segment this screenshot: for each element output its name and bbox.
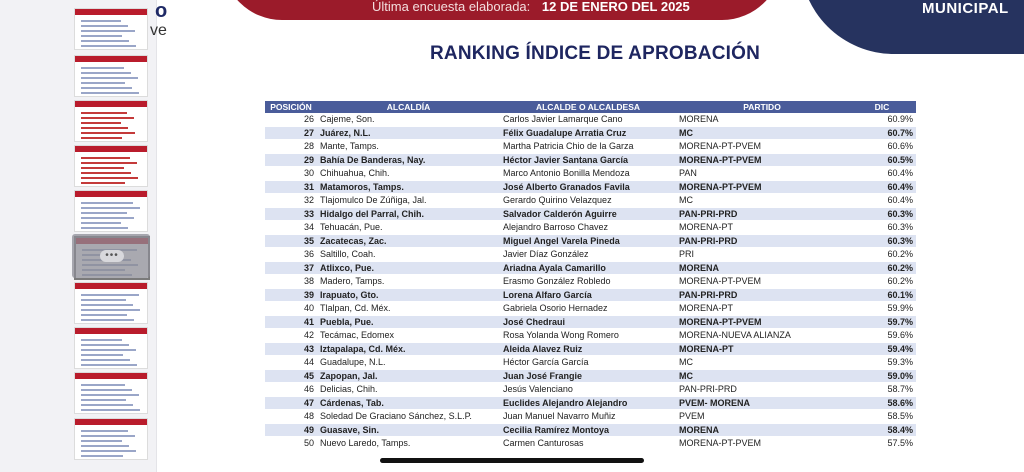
cell-party: PAN-PRI-PRD: [676, 288, 848, 302]
thumbnail-line: [81, 450, 136, 452]
thumbnail-line: [81, 117, 134, 119]
thumbnail-line: [81, 45, 136, 47]
section-label: MUNICIPAL: [922, 0, 1009, 17]
cell-dic: 59.4%: [848, 342, 916, 356]
table-row: [265, 140, 916, 154]
thumbnail-line: [81, 92, 139, 94]
cell-party: PAN: [676, 167, 848, 181]
table-row: [265, 315, 916, 329]
cell-position: 34: [265, 221, 317, 235]
cell-party: MC: [676, 126, 848, 140]
cell-mayor: Ariadna Ayala Camarillo: [500, 261, 676, 275]
cell-position: 50: [265, 437, 317, 451]
cell-dic: 57.5%: [848, 437, 916, 451]
thumbnail-line: [81, 409, 140, 411]
cell-position: 32: [265, 194, 317, 208]
cell-party: MORENA-PT-PVEM: [676, 275, 848, 289]
cell-dic: 58.6%: [848, 396, 916, 410]
cell-party: MORENA-PT-PVEM: [676, 180, 848, 194]
slide-thumbnail[interactable]: [74, 282, 148, 324]
thumbnail-line: [81, 212, 127, 214]
thumbnail-line: [81, 304, 133, 306]
home-indicator[interactable]: [380, 458, 644, 463]
cell-city: Matamoros, Tamps.: [317, 180, 500, 194]
thumbnail-line: [81, 35, 122, 37]
thumbnail-line: [81, 349, 136, 351]
cell-mayor: Carlos Javier Lamarque Cano: [500, 113, 676, 126]
thumbnail-line: [81, 222, 121, 224]
cell-party: MORENA-PT-PVEM: [676, 140, 848, 154]
table-row: [265, 383, 916, 397]
cell-city: Zapopan, Jal.: [317, 369, 500, 383]
cell-dic: 59.6%: [848, 329, 916, 343]
table-row: [265, 180, 916, 194]
header-dic: DIC: [848, 101, 916, 113]
cell-mayor: Miguel Angel Varela Pineda: [500, 234, 676, 248]
cell-position: 38: [265, 275, 317, 289]
cell-position: 26: [265, 113, 317, 126]
thumbnail-line: [81, 67, 124, 69]
cell-position: 39: [265, 288, 317, 302]
cell-party: PAN-PRI-PRD: [676, 207, 848, 221]
cell-mayor: Félix Guadalupe Arratia Cruz: [500, 126, 676, 140]
table-row: [265, 126, 916, 140]
thumbnail-line: [81, 162, 137, 164]
cell-position: 27: [265, 126, 317, 140]
cell-position: 40: [265, 302, 317, 316]
cell-party: PAN-PRI-PRD: [676, 234, 848, 248]
cell-dic: 58.4%: [848, 423, 916, 437]
table-row: [265, 261, 916, 275]
cell-dic: 60.9%: [848, 113, 916, 126]
cell-position: 48: [265, 410, 317, 424]
cell-city: Chihuahua, Chih.: [317, 167, 500, 181]
cell-dic: 60.2%: [848, 261, 916, 275]
cell-city: Delicias, Chih.: [317, 383, 500, 397]
cell-mayor: Cecilia Ramírez Montoya: [500, 423, 676, 437]
table-row: [265, 275, 916, 289]
table-row: [265, 423, 916, 437]
slide-thumbnail[interactable]: [74, 418, 148, 460]
cell-city: Iztapalapa, Cd. Méx.: [317, 342, 500, 356]
cell-dic: 58.5%: [848, 410, 916, 424]
thumbnail-line: [81, 20, 121, 22]
cell-party: PVEM- MORENA: [676, 396, 848, 410]
slide-thumbnail[interactable]: [74, 8, 148, 50]
thumbnail-line: [81, 227, 128, 229]
cell-city: Mante, Tamps.: [317, 140, 500, 154]
thumbnail-line: [81, 167, 124, 169]
page-title: RANKING ÍNDICE DE APROBACIÓN: [430, 43, 761, 64]
cell-party: MORENA: [676, 113, 848, 126]
table-row: [265, 221, 916, 235]
table-header-row: [265, 101, 916, 113]
cell-position: 33: [265, 207, 317, 221]
table-row: [265, 167, 916, 181]
thumbnail-line: [81, 314, 127, 316]
cell-position: 49: [265, 423, 317, 437]
cell-position: 30: [265, 167, 317, 181]
cell-dic: 59.3%: [848, 356, 916, 370]
thumbnail-header-strip: [75, 56, 147, 62]
table-row: [265, 410, 916, 424]
cell-party: MORENA-PT: [676, 302, 848, 316]
cell-position: 35: [265, 234, 317, 248]
table-row: [265, 396, 916, 410]
thumbnail-line: [81, 157, 130, 159]
table-row: [265, 153, 916, 167]
cell-dic: 59.0%: [848, 369, 916, 383]
table-row: [265, 288, 916, 302]
thumbnail-line: [81, 122, 121, 124]
thumbnail-header-strip: [75, 146, 147, 152]
cell-position: 28: [265, 140, 317, 154]
cell-city: Tlajomulco De Zúñiga, Jal.: [317, 194, 500, 208]
header-party: PARTIDO: [676, 101, 848, 113]
thumbnail-line: [81, 202, 133, 204]
survey-date: 12 DE ENERO DEL 2025: [541, 0, 690, 14]
thumbnail-line: [81, 82, 125, 84]
cell-mayor: Euclides Alejandro Alejandro: [500, 396, 676, 410]
cell-party: PAN-PRI-PRD: [676, 383, 848, 397]
cell-mayor: José Alberto Granados Favila: [500, 180, 676, 194]
thumbnail-line: [81, 30, 135, 32]
survey-label: Última encuesta elaborada:: [372, 0, 531, 14]
thumbnail-header-strip: [75, 101, 147, 107]
table-row: [265, 234, 916, 248]
cell-party: PRI: [676, 248, 848, 262]
cell-mayor: Aleida Alavez Ruiz: [500, 342, 676, 356]
cell-party: MORENA: [676, 261, 848, 275]
cell-city: Zacatecas, Zac.: [317, 234, 500, 248]
thumbnail-header-strip: [75, 419, 147, 425]
cell-party: MORENA-PT: [676, 342, 848, 356]
cell-party: MORENA-PT-PVEM: [676, 437, 848, 451]
cell-position: 42: [265, 329, 317, 343]
thumbnail-line: [81, 137, 122, 139]
thumbnail-line: [81, 389, 132, 391]
cell-city: Soledad De Graciano Sánchez, S.L.P.: [317, 410, 500, 424]
header-position: POSICIÓN: [265, 101, 317, 113]
cell-city: Guasave, Sin.: [317, 423, 500, 437]
cell-dic: 60.2%: [848, 248, 916, 262]
thumbnail-header-strip: [75, 191, 147, 197]
cell-party: MORENA-NUEVA ALIANZA: [676, 329, 848, 343]
cell-city: Hidalgo del Parral, Chih.: [317, 207, 500, 221]
cell-mayor: Martha Patricia Chio de la Garza: [500, 140, 676, 154]
cell-dic: 60.4%: [848, 167, 916, 181]
cell-position: 43: [265, 342, 317, 356]
selected-thumbnail-overlay[interactable]: [72, 234, 150, 278]
thumbnail-line: [81, 127, 128, 129]
cell-party: MORENA: [676, 423, 848, 437]
cell-position: 36: [265, 248, 317, 262]
table-row: [265, 194, 916, 208]
logo-fragment: o: [155, 0, 168, 22]
cell-mayor: Salvador Calderón Aguirre: [500, 207, 676, 221]
cell-position: 29: [265, 153, 317, 167]
cell-city: Nuevo Laredo, Tamps.: [317, 437, 500, 451]
thumbnail-line: [81, 87, 132, 89]
slide-thumbnail[interactable]: [74, 372, 148, 414]
cell-mayor: Carmen Canturosas: [500, 437, 676, 451]
thumbnail-line: [81, 217, 134, 219]
thumbnail-line: [81, 404, 133, 406]
cell-party: MC: [676, 194, 848, 208]
slide-thumbnail[interactable]: [74, 190, 148, 232]
thumbnail-line: [81, 354, 123, 356]
ranking-table: [265, 101, 916, 451]
cell-dic: 58.7%: [848, 383, 916, 397]
slide-thumbnail[interactable]: [74, 145, 148, 187]
thumbnail-line: [81, 294, 139, 296]
table-row: [265, 302, 916, 316]
cell-mayor: Javier Díaz González: [500, 248, 676, 262]
thumbnail-line: [81, 309, 140, 311]
slide-thumbnail[interactable]: [74, 100, 148, 142]
slide-thumbnail[interactable]: [74, 327, 148, 369]
cell-mayor: Marco Antonio Bonilla Mendoza: [500, 167, 676, 181]
cell-party: MORENA-PT: [676, 221, 848, 235]
survey-info: [372, 0, 690, 14]
cell-mayor: Erasmo González Robledo: [500, 275, 676, 289]
thumbnail-line: [81, 72, 131, 74]
cell-city: Puebla, Pue.: [317, 315, 500, 329]
cell-party: PVEM: [676, 410, 848, 424]
cell-city: Atlixco, Pue.: [317, 261, 500, 275]
cell-city: Tlalpan, Cd. Méx.: [317, 302, 500, 316]
cell-mayor: Juan José Frangie: [500, 369, 676, 383]
slide-thumbnail[interactable]: [74, 55, 148, 97]
cell-mayor: Alejandro Barroso Chavez: [500, 221, 676, 235]
thumbnail-line: [81, 339, 122, 341]
thumbnail-line: [81, 394, 139, 396]
cell-dic: 60.6%: [848, 140, 916, 154]
table-row: [265, 356, 916, 370]
cell-dic: 59.9%: [848, 302, 916, 316]
cell-dic: 60.3%: [848, 234, 916, 248]
cell-party: MC: [676, 369, 848, 383]
cell-dic: 60.4%: [848, 194, 916, 208]
cell-mayor: Jesús Valenciano: [500, 383, 676, 397]
cell-dic: 60.7%: [848, 126, 916, 140]
thumbnail-line: [81, 364, 137, 366]
cell-dic: 59.7%: [848, 315, 916, 329]
thumbnail-line: [81, 440, 122, 442]
thumbnail-header-strip: [75, 283, 147, 289]
cell-dic: 60.2%: [848, 275, 916, 289]
cell-mayor: Héctor Javier Santana García: [500, 153, 676, 167]
cell-position: 41: [265, 315, 317, 329]
cell-dic: 60.3%: [848, 221, 916, 235]
thumbnail-line: [81, 207, 140, 209]
cell-city: Cárdenas, Tab.: [317, 396, 500, 410]
thumbnail-line: [81, 177, 138, 179]
thumbnail-line: [81, 25, 128, 27]
header-mayor: ALCALDE O ALCALDESA: [500, 101, 676, 113]
table-row: [265, 248, 916, 262]
logo-fragment-text: ve: [150, 22, 167, 39]
cell-city: Tehuacán, Pue.: [317, 221, 500, 235]
table-row: [265, 207, 916, 221]
cell-dic: 60.1%: [848, 288, 916, 302]
table-row: [265, 369, 916, 383]
more-icon[interactable]: •••: [100, 250, 124, 262]
thumbnail-line: [81, 112, 127, 114]
table-row: [265, 329, 916, 343]
table-row: [265, 342, 916, 356]
thumbnail-line: [81, 299, 126, 301]
table-row: [265, 113, 916, 126]
cell-mayor: Juan Manuel Navarro Muñiz: [500, 410, 676, 424]
header-city: ALCALDÍA: [317, 101, 500, 113]
cell-party: MORENA-PT-PVEM: [676, 315, 848, 329]
cell-mayor: Gerardo Quirino Velazquez: [500, 194, 676, 208]
cell-position: 44: [265, 356, 317, 370]
cell-mayor: José Chedraui: [500, 315, 676, 329]
cell-city: Cajeme, Son.: [317, 113, 500, 126]
cell-dic: 60.3%: [848, 207, 916, 221]
thumbnail-line: [81, 445, 129, 447]
cell-city: Madero, Tamps.: [317, 275, 500, 289]
cell-party: MORENA-PT-PVEM: [676, 153, 848, 167]
cell-city: Tecámac, Edomex: [317, 329, 500, 343]
cell-city: Saltillo, Coah.: [317, 248, 500, 262]
thumbnail-line: [81, 359, 130, 361]
thumbnail-line: [81, 40, 129, 42]
thumbnail-line: [81, 384, 125, 386]
slide-thumbnail-sidebar[interactable]: [0, 0, 157, 472]
cell-position: 47: [265, 396, 317, 410]
thumbnail-line: [81, 172, 131, 174]
cell-party: MC: [676, 356, 848, 370]
thumbnail-line: [81, 77, 138, 79]
thumbnail-line: [81, 430, 128, 432]
cell-position: 31: [265, 180, 317, 194]
cell-city: Juárez, N.L.: [317, 126, 500, 140]
table-row: [265, 437, 916, 451]
thumbnail-line: [81, 435, 135, 437]
thumbnail-line: [81, 319, 134, 321]
cell-city: Irapuato, Gto.: [317, 288, 500, 302]
cell-city: Bahía De Banderas, Nay.: [317, 153, 500, 167]
cell-mayor: Rosa Yolanda Wong Romero: [500, 329, 676, 343]
cell-mayor: Gabriela Osorio Hernadez: [500, 302, 676, 316]
thumbnail-line: [81, 455, 123, 457]
thumbnail-header-strip: [75, 373, 147, 379]
cell-mayor: Héctor García García: [500, 356, 676, 370]
cell-position: 45: [265, 369, 317, 383]
thumbnail-header-strip: [75, 9, 147, 15]
cell-position: 37: [265, 261, 317, 275]
cell-dic: 60.4%: [848, 180, 916, 194]
thumbnail-line: [81, 132, 135, 134]
thumbnail-line: [81, 344, 129, 346]
thumbnail-line: [81, 399, 126, 401]
cell-city: Guadalupe, N.L.: [317, 356, 500, 370]
cell-mayor: Lorena Alfaro García: [500, 288, 676, 302]
cell-dic: 60.5%: [848, 153, 916, 167]
cell-position: 46: [265, 383, 317, 397]
thumbnail-header-strip: [75, 328, 147, 334]
thumbnail-line: [81, 182, 125, 184]
